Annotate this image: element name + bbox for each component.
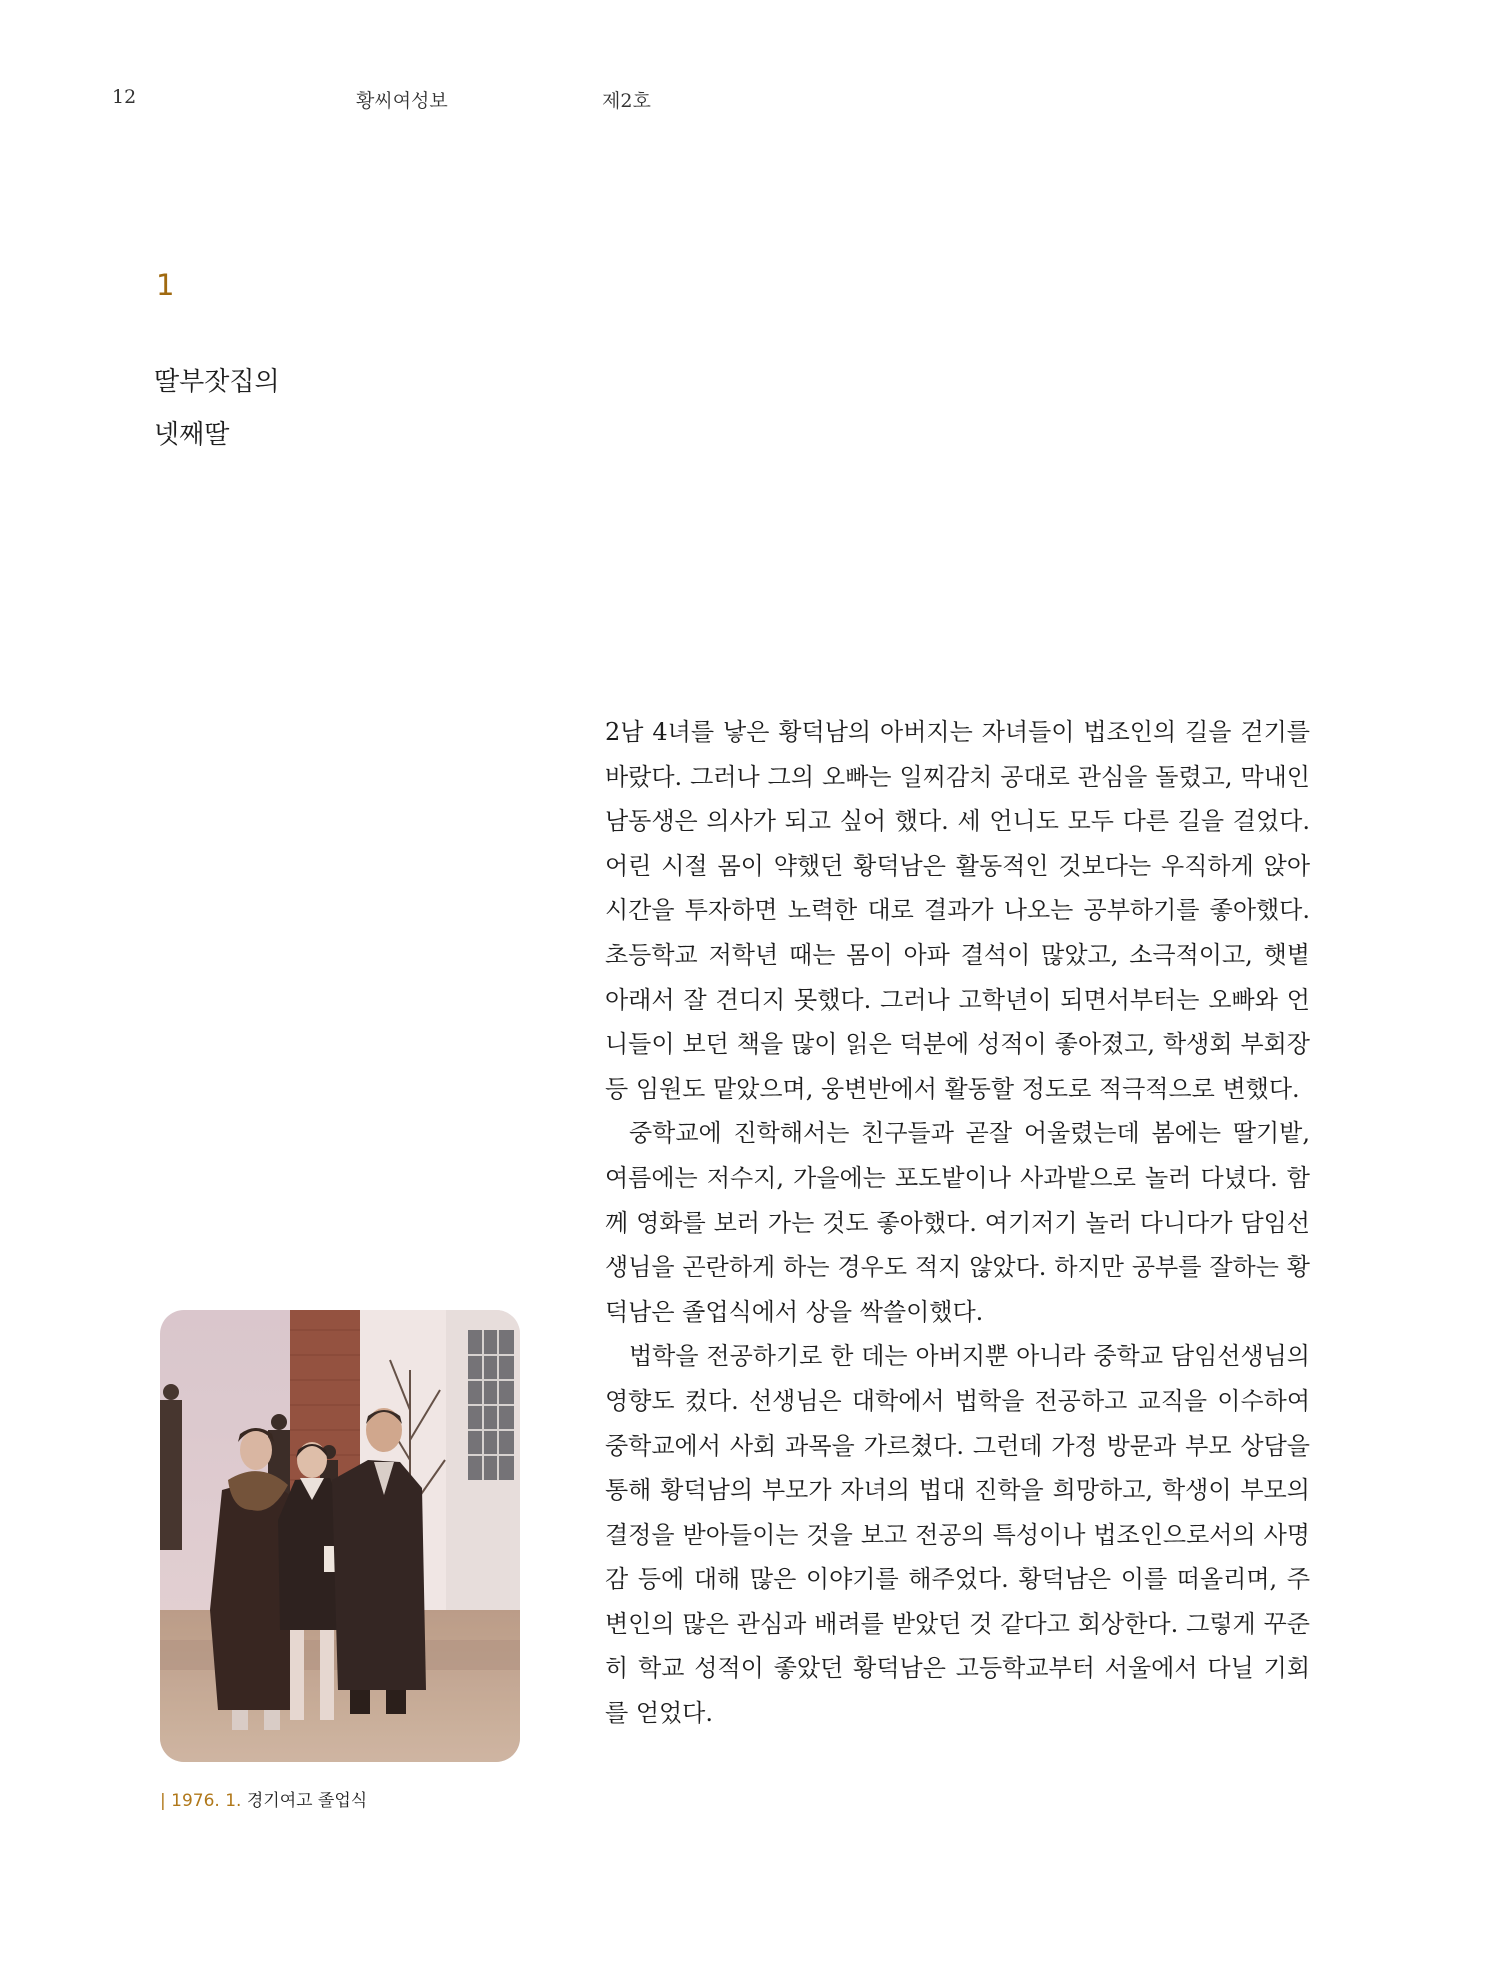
photo-caption	[160, 1786, 367, 1811]
paragraph-1: 2남 4녀를 낳은 황덕남의 아버지는 자녀들이 법조인의 길을 걷기를 바랐다. 그러나 그의 오빠는 일찌감치 공대로 관심을 돌렸고, 막내인 남동생은 의사가 되고 싶어 했다. 세 언니도 모두 다른 길을 걸었다. 어린 시절 몸이 약했던 황덕남은 활동적인 것보다는 우직하게 앉아 시간을 투자하면 노력한 대로 결과가 나오는 공부하기를 좋아했다. 초등학교 저학년 때는 몸이 아파 결석이 많았고, 소극적이고, 햇볕 아래서 잘 견디지 못했다. 그러나 고학년이 되면서부터는 오빠와 언니들이 보던 책을 많이 읽은 덕분에 성적이 좋아졌고, 학생회 부회장 등 임원도 맡았으며, 웅변반에서 활동할 정도로 적극적으로 변했다.	[605, 718, 1310, 1103]
publication-title: 황씨여성보	[356, 90, 448, 112]
article-body	[605, 710, 1310, 1736]
section-title	[154, 356, 454, 462]
section-number: 1	[156, 268, 175, 302]
paragraph-3: 법학을 전공하기로 한 데는 아버지뿐 아니라 중학교 담임선생님의 영향도 컸다. 선생님은 대학에서 법학을 전공하고 교직을 이수하여 중학교에서 사회 과목을 가르쳤다. 그런데 가정 방문과 부모 상담을 통해 황덕남의 부모가 자녀의 법대 진학을 희망하고, 학생이 부모의 결정을 받아들이는 것을 보고 전공의 특성이나 법조인으로서의 사명감 등에 대해 많은 이야기를 해주었다. 황덕남은 이를 떠올리며, 주변인의 많은 관심과 배려를 받았던 것 같다고 회상한다. 그렇게 꾸준히 학교 성적이 좋았던 황덕남은 고등학교부터 서울에서 다닐 기회를 얻었다.	[605, 1342, 1310, 1728]
page-number: 12	[112, 86, 137, 108]
section-title-line-2: 넷째딸	[154, 420, 230, 450]
caption-text: 경기여고 졸업식	[246, 1791, 368, 1811]
issue-label: 제2호	[602, 90, 651, 112]
graduation-photo	[160, 1310, 520, 1762]
paragraph-2: 중학교에 진학해서는 친구들과 곧잘 어울렸는데 봄에는 딸기밭, 여름에는 저수지, 가을에는 포도밭이나 사과밭으로 놀러 다녔다. 함께 영화를 보러 가는 것도 좋아했다. 여기저기 놀러 다니다가 담임선생님을 곤란하게 하는 경우도 적지 않았다. 하지만 공부를 잘하는 황덕남은 졸업식에서 상을 싹쓸이했다.	[605, 1119, 1310, 1326]
section-title-line-1: 딸부잣집의	[154, 367, 280, 397]
caption-date: | 1976. 1.	[160, 1791, 242, 1811]
